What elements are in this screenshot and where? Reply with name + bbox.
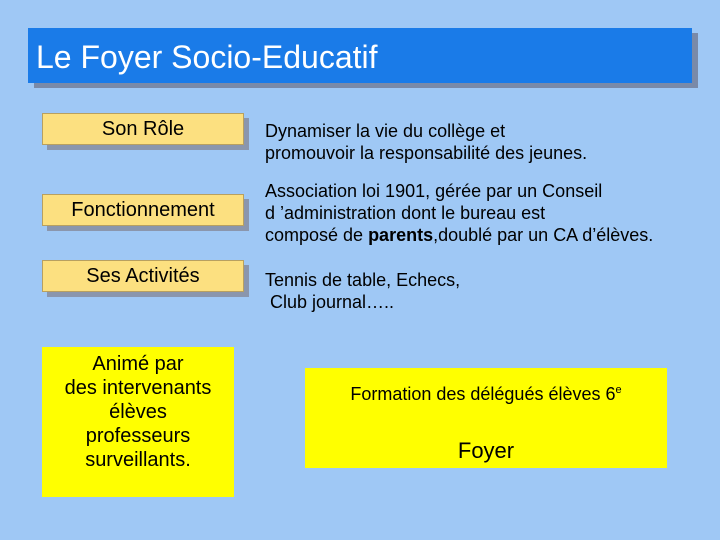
desc-role-line: promouvoir la responsabilité des jeunes. [265, 143, 588, 163]
formation-superscript: e [615, 384, 622, 396]
desc-role-line: Dynamiser la vie du collège et [265, 121, 506, 141]
label-fonctionnement: Fonctionnement [42, 194, 244, 226]
desc-fonctionnement [265, 180, 653, 246]
animated-line: surveillants. [85, 449, 191, 471]
desc-fonctionnement-line: Association loi 1901, gérée par un Conseil [265, 181, 603, 201]
desc-role [265, 120, 587, 164]
desc-activites-line: Tennis de table, Echecs, [265, 270, 461, 290]
animated-line: Animé par [92, 353, 184, 375]
label-activites: Ses Activités [42, 260, 244, 292]
page-title: Le Foyer Socio-Educatif [28, 28, 692, 83]
desc-bold-parents: parents [368, 225, 434, 245]
desc-text: ,doublé par un CA d’élèves. [433, 225, 654, 245]
desc-fonctionnement-line [265, 224, 653, 246]
desc-fonctionnement-line: d ’administration dont le bureau est [265, 203, 546, 223]
formation-label: Formation des délégués élèves 6 [350, 384, 616, 404]
formation-text [305, 384, 667, 405]
animated-line: élèves [109, 401, 167, 423]
animated-line: professeurs [85, 425, 191, 447]
label-role: Son Rôle [42, 113, 244, 145]
animated-line: des intervenants [64, 377, 212, 399]
desc-activites [265, 269, 460, 313]
animated-by-box [42, 347, 234, 497]
foyer-label: Foyer [457, 438, 515, 463]
formation-box [305, 368, 667, 468]
desc-activites-line: Club journal….. [265, 292, 395, 312]
desc-text: composé de [265, 225, 369, 245]
